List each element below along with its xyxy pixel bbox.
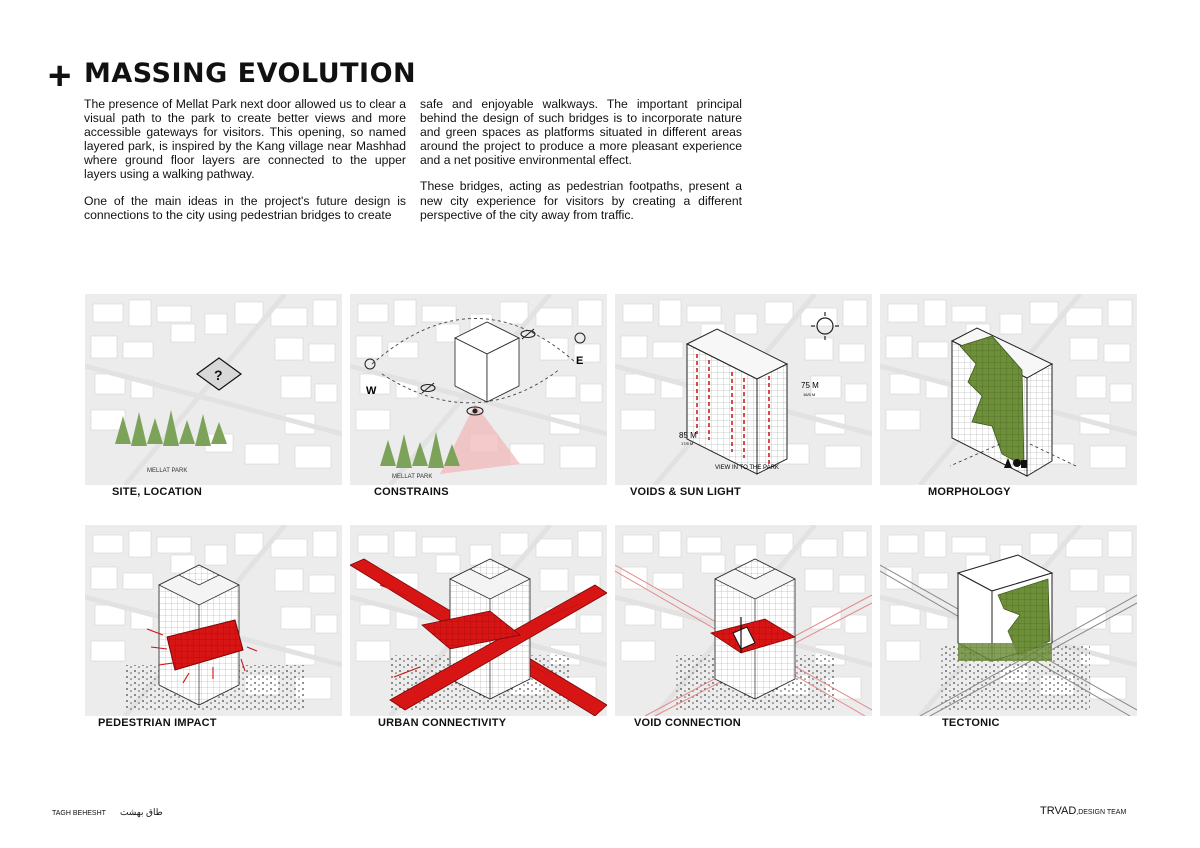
diagram-morphology: [880, 294, 1137, 485]
paragraph: These bridges, acting as pedestrian footpaths, present a new city experience for visitors by creating a different perspective of the city away from traffic.: [420, 179, 742, 222]
height-label: 75 M: [801, 381, 819, 390]
caption-constrains: CONSTRAINS: [374, 486, 449, 498]
diagram-tectonic: [880, 525, 1137, 716]
caption-urban-connectivity: URBAN CONNECTIVITY: [378, 717, 507, 729]
diagram-pedestrian-impact: [85, 525, 342, 716]
caption-site-location: SITE, LOCATION: [112, 486, 202, 498]
paragraph: The presence of Mellat Park next door allowed us to clear a visual path to the park to create better views and more accessible gateways for visitors. This opening, so named layered park, is inspired by the Kang village near Mashhad where ground floor layers are connected to the upper layers using a walking pathway.: [84, 97, 406, 182]
caption-tectonic: TECTONIC: [942, 717, 1000, 729]
paragraph: safe and enjoyable walkways. The important principal behind the design of such bridges is to incorporate nature and green spaces as platforms situated in different areas around the project to produce a more pleasant experience and a net positive environmental effect.: [420, 97, 742, 168]
site-question-mark: ?: [214, 367, 223, 383]
width-sub-label: 17/5 M: [681, 441, 694, 446]
park-label: MELLAT PARK: [392, 474, 433, 480]
brand-name: TRVAD: [1040, 805, 1077, 817]
text-column-1: [84, 97, 406, 234]
east-label: E: [576, 355, 584, 367]
height-sub-label: 16/5 M: [803, 392, 816, 397]
paragraph: One of the main ideas in the project's future design is connections to the city using pedestrian bridges to create: [84, 193, 406, 222]
caption-pedestrian-impact: PEDESTRIAN IMPACT: [98, 717, 217, 729]
park-label: MELLAT PARK: [147, 468, 188, 474]
caption-morphology: MORPHOLOGY: [928, 486, 1011, 498]
project-name-fa: طاق بهشت: [119, 807, 163, 817]
diagram-site-location: [85, 294, 342, 485]
title-plus: +: [48, 54, 72, 98]
diagram-voids-sun-light: [615, 294, 872, 485]
footer-project-name: [52, 807, 163, 818]
diagram-void-connection: [615, 525, 872, 716]
team-label: ,DESIGN TEAM: [1076, 809, 1127, 816]
width-label: 85 M: [679, 431, 697, 440]
text-column-2: [420, 97, 742, 234]
caption-voids-sun-light: VOIDS & SUN LIGHT: [630, 486, 741, 498]
project-name-en: TAGH BEHESHT: [52, 810, 106, 817]
footer-team: [1040, 805, 1126, 817]
diagram-urban-connectivity: [350, 525, 607, 716]
caption-void-connection: VOID CONNECTION: [634, 717, 741, 729]
page-title: MASSING EVOLUTION: [84, 58, 417, 89]
view-park-label: VIEW IN TO THE PARK: [715, 465, 779, 471]
diagram-constrains: [350, 294, 607, 485]
west-label: W: [366, 385, 377, 397]
